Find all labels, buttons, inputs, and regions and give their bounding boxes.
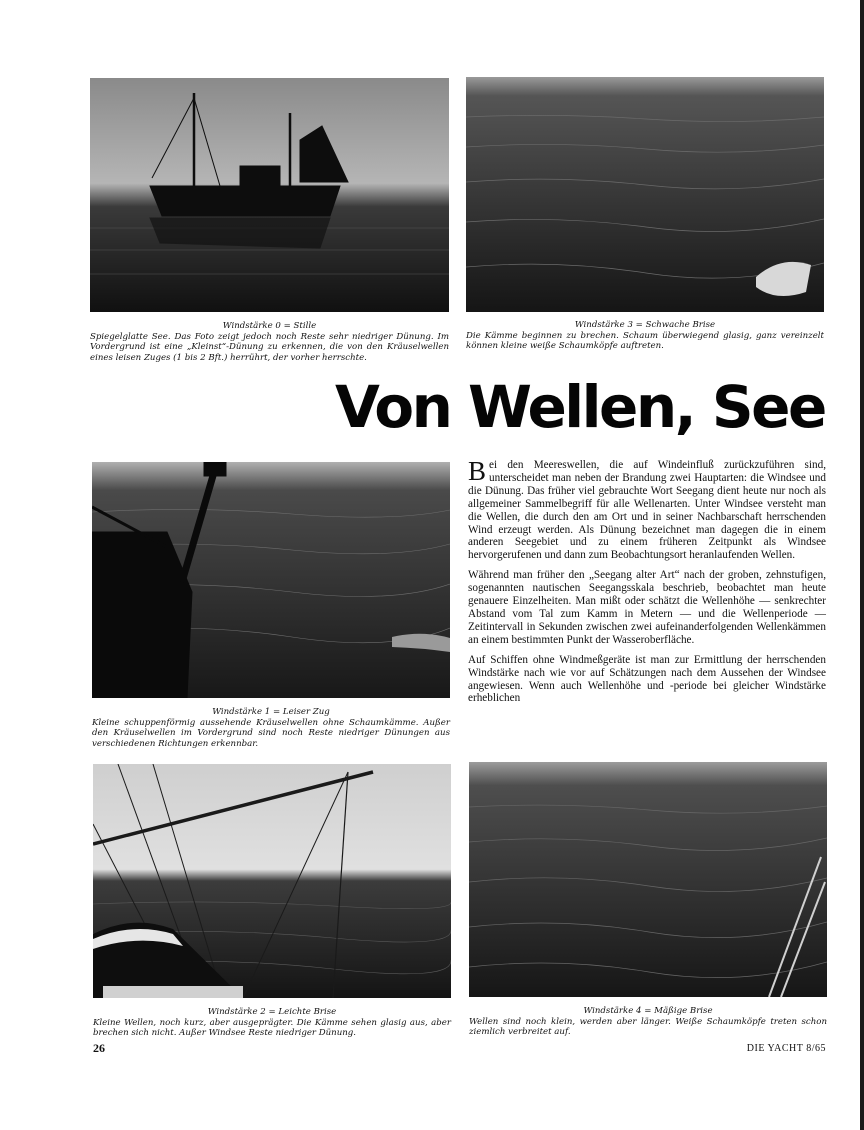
caption-body: Wellen sind noch klein, werden aber länger. Weiße Schaumköpfe treten schon ziemlich verbreitet auf. — [469, 1016, 827, 1038]
page-edge — [860, 0, 864, 1130]
caption-windstaerke-4 — [469, 1006, 827, 1038]
caption-title: Windstärke 2 = Leichte Brise — [207, 1007, 337, 1017]
caption-body: Die Kämme beginnen zu brechen. Schaum überwiegend glasig, ganz vereinzelt können kleine weiße Schaumköpfe auftreten. — [466, 330, 824, 352]
photo-windstaerke-2 — [93, 764, 451, 998]
caption-windstaerke-2 — [93, 1007, 451, 1039]
drop-cap: B — [468, 456, 487, 486]
page-number: 26 — [93, 1041, 105, 1055]
caption-body: Spiegelglatte See. Das Foto zeigt jedoch noch Reste sehr niedriger Dünung. Im Vordergrund ist eine „Kleinst“-Dünung zu erkennen, die von den Kräuselwellen eines leisen Zuges (1 bis 2 Bft.) herrührt, der vorher herrschte. — [90, 331, 449, 363]
magazine-issue: DIE YACHT 8/65 — [746, 1043, 826, 1054]
article-paragraph-1-text: ei den Meereswellen, die auf Windeinfluß zurückzuführen sind, unterscheidet man neben der Brandung zwei Hauptarten: die Windsee und die Dünung. Das früher viel gebrauchte Wort Seegang dient heute nur noch als allgemeiner Sammelbegriff für alle Wellenarten. Unter Windsee versteht man die Wellen, die durch den am Ort und in seiner Nachbarschaft herrschenden Wind erzeugt werden. Als Dünung bezeichnet man dagegen die in einem anderen Seegebiet und zu einem früheren Zeitpunkt als Windsee hervorgerufenen und dann zum Beobachtungsort heranlaufenden Wellen. — [468, 459, 826, 562]
caption-title: Windstärke 3 = Schwache Brise — [574, 320, 716, 330]
caption-windstaerke-0 — [90, 321, 449, 363]
caption-title: Windstärke 0 = Stille — [222, 321, 317, 331]
caption-windstaerke-3 — [466, 320, 824, 352]
caption-windstaerke-1 — [92, 707, 450, 749]
photo-windstaerke-0 — [90, 78, 449, 312]
article-paragraph-2: Während man früher den „Seegang alter Art“ nach der groben, zehnstufigen, sogenannten nautischen Seegangsskala beschrieb, beobachtet man heute genauere Einzelheiten. Man mißt oder schätzt die Wellenhöhe — senkrechter Abstand vom Tal zum Kamm in Metern — und die Wellenperiode — Zeitintervall in Sekunden zwischen zwei aufeinanderfolgenden Wellenkämmen an einem bestimmten Punkt der Wasseroberfläche. — [468, 569, 826, 646]
photo-windstaerke-3 — [466, 77, 824, 312]
caption-body: Kleine schuppenförmig aussehende Kräuselwellen ohne Schaumkämme. Außer den Kräuselwellen im Vordergrund sind noch Reste niedriger Dünungen aus verschiedenen Richtungen erkennbar. — [92, 717, 450, 749]
headline: Von Wellen, See — [335, 373, 825, 441]
caption-body: Kleine Wellen, noch kurz, aber ausgeprägter. Die Kämme sehen glasig aus, aber brechen sich nicht. Außer Windsee Reste niedriger Dünung. — [93, 1017, 451, 1039]
article-paragraph-3: Auf Schiffen ohne Windmeßgeräte ist man zur Ermittlung der herrschenden Windstärke nach wie vor auf Schätzungen nach dem Aussehen der Windsee angewiesen. Wenn auch Wellenhöhe und -periode bei gleicher Windstärke erheblichen — [468, 653, 826, 705]
caption-title: Windstärke 4 = Mäßige Brise — [583, 1006, 713, 1016]
photo-windstaerke-1 — [92, 462, 450, 698]
article-paragraph-1 — [468, 456, 826, 562]
article-body — [468, 456, 826, 712]
caption-title: Windstärke 1 = Leiser Zug — [212, 707, 330, 717]
photo-windstaerke-4 — [469, 762, 827, 997]
